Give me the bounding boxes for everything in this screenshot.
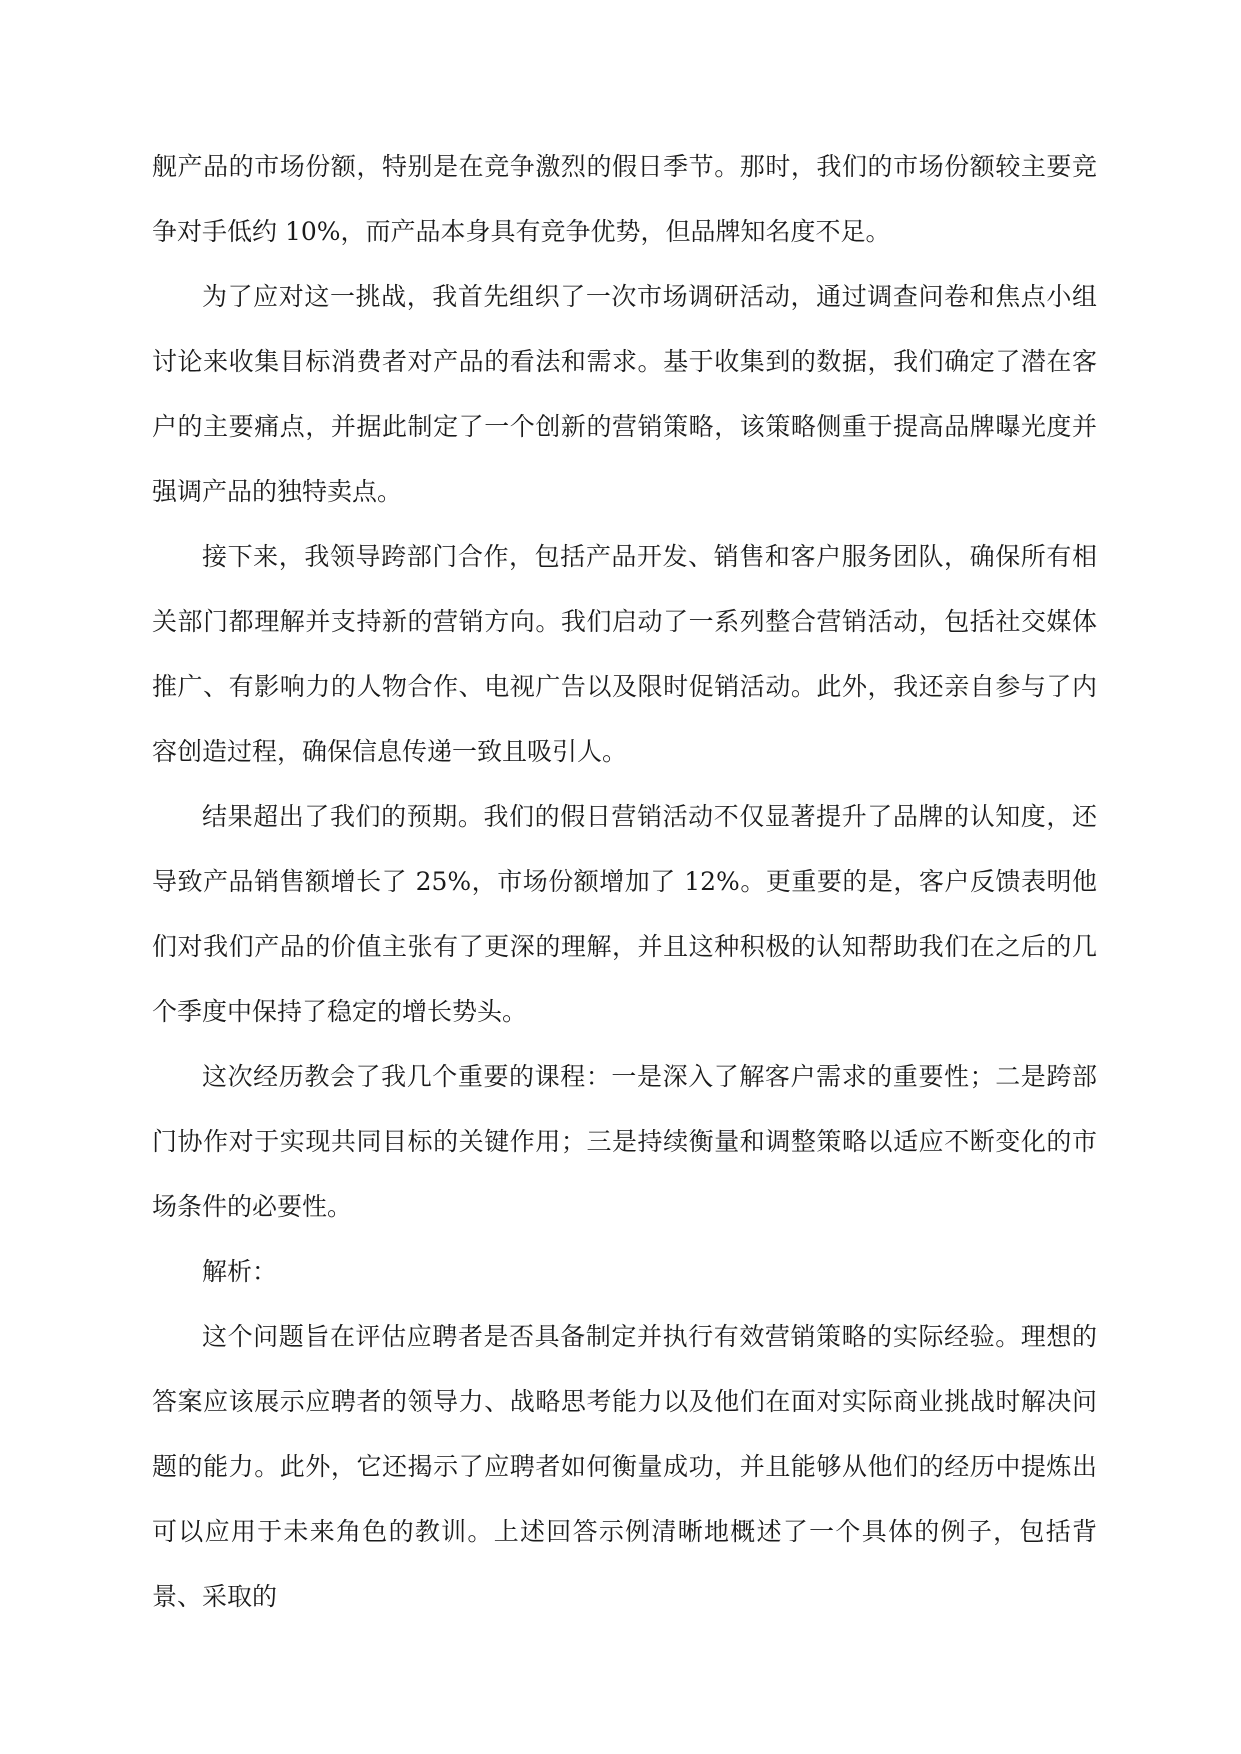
paragraph-challenge-response: 为了应对这一挑战，我首先组织了一次市场调研活动，通过调查问卷和焦点小组讨论来收集目标消费者对产品的看法和需求。基于收集到的数据，我们确定了潜在客户的主要痛点，并据此制定了一个创新的营销策略，该策略侧重于提高品牌曝光度并强调产品的独特卖点。 xyxy=(152,282,1097,506)
paragraph-analysis: 这个问题旨在评估应聘者是否具备制定并执行有效营销策略的实际经验。理想的答案应该展示应聘者的领导力、战略思考能力以及他们在面对实际商业挑战时解决问题的能力。此外，它还揭示了应聘者如何衡量成功，并且能够从他们的经历中提炼出可以应用于未来角色的教训。上述回答示例清晰地概述了一个具体的例子，包括背景、采取的 xyxy=(152,1322,1097,1611)
paragraph-continued: 舰产品的市场份额，特别是在竞争激烈的假日季节。那时，我们的市场份额较主要竞争对手低约 10%，而产品本身具有竞争优势，但品牌知名度不足。 xyxy=(152,152,1097,246)
paragraph-results: 结果超出了我们的预期。我们的假日营销活动不仅显著提升了品牌的认知度，还导致产品销售额增长了 25%，市场份额增加了 12%。更重要的是，客户反馈表明他们对我们产品的价值主张有了更深的理解，并且这种积极的认知帮助我们在之后的几个季度中保持了稳定的增长势头。 xyxy=(152,802,1097,1026)
paragraph-cross-department: 接下来，我领导跨部门合作，包括产品开发、销售和客户服务团队，确保所有相关部门都理解并支持新的营销方向。我们启动了一系列整合营销活动，包括社交媒体推广、有影响力的人物合作、电视广告以及限时促销活动。此外，我还亲自参与了内容创造过程，确保信息传递一致且吸引人。 xyxy=(152,542,1097,766)
document-body xyxy=(152,134,1097,1629)
paragraph-analysis-heading: 解析： xyxy=(202,1257,278,1286)
paragraph-lessons: 这次经历教会了我几个重要的课程：一是深入了解客户需求的重要性；二是跨部门协作对于实现共同目标的关键作用；三是持续衡量和调整策略以适应不断变化的市场条件的必要性。 xyxy=(152,1062,1097,1221)
